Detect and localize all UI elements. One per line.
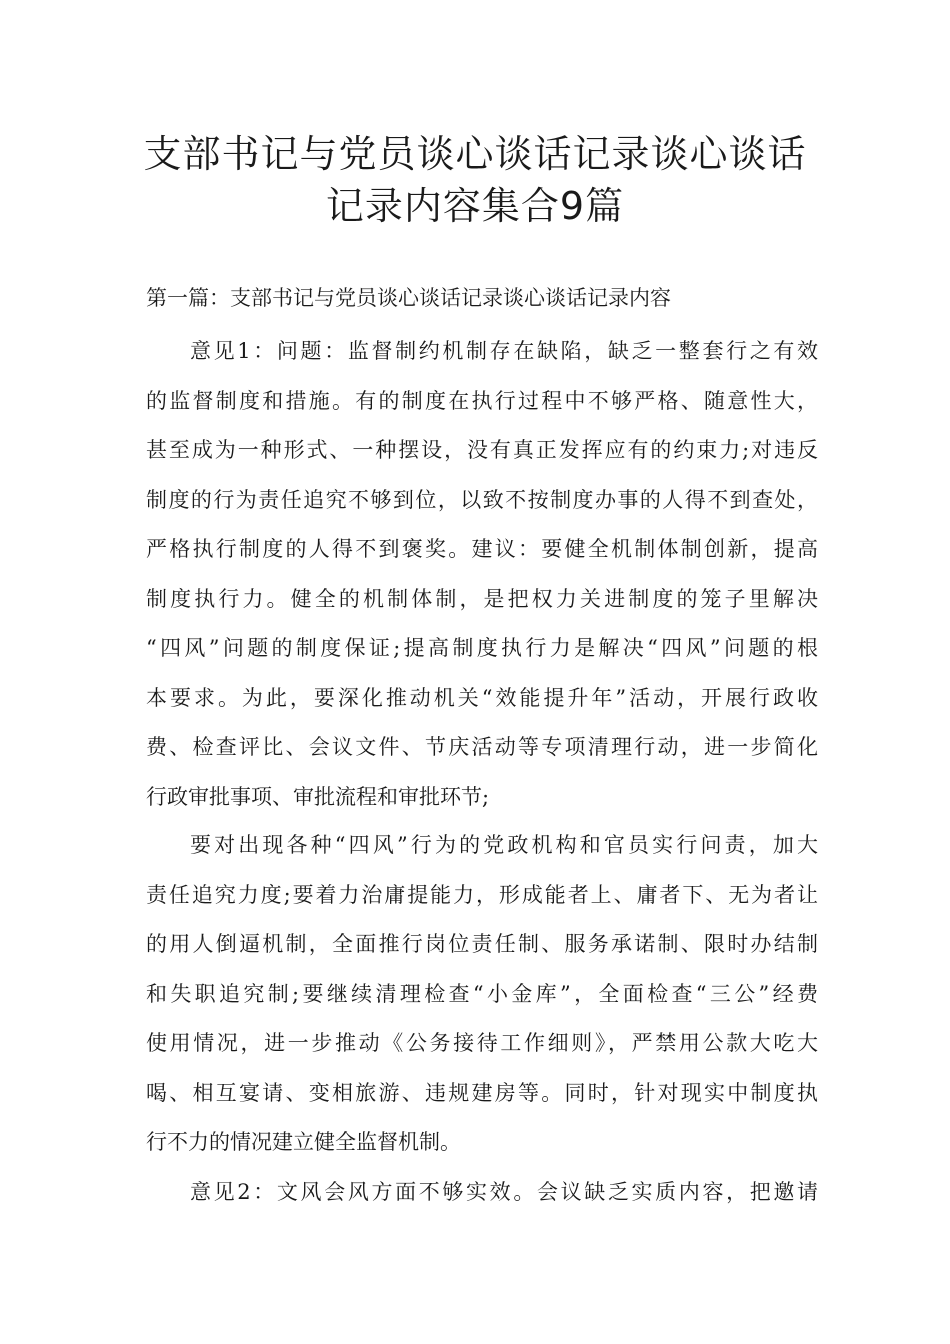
paragraph-line: 使用情况，进一步推动《公务接待工作细则》，严禁用公款大吃大 (146, 1031, 818, 1055)
paragraph-line: 的用人倒逼机制，全面推行岗位责任制、服务承诺制、限时办结制 (146, 932, 818, 956)
paragraph-line: 和失职追究制;要继续清理检查“小金库”，全面检查“三公”经费 (146, 981, 818, 1006)
paragraph-line: 行政审批事项、审批流程和审批环节; (146, 784, 490, 809)
paragraph-line: 费、检查评比、会议文件、节庆活动等专项清理行动，进一步简化 (146, 735, 818, 759)
paragraph-opinion-2 (146, 1168, 818, 1218)
paragraph-accountability (146, 821, 818, 1168)
paragraph-line: “四风”问题的制度保证;提高制度执行力是解决“四风”问题的根 (146, 636, 818, 660)
paragraph-opinion-1 (146, 327, 818, 822)
paragraph-line: 行不力的情况建立健全监督机制。 (146, 1130, 461, 1154)
paragraph-line: 本要求。为此，要深化推动机关“效能提升年”活动，开展行政收 (146, 685, 818, 710)
paragraph-line: 意见1：问题：监督制约机制存在缺陷，缺乏一整套行之有效 (190, 339, 818, 363)
document-title-line-2: 记录内容集合9篇 (325, 184, 625, 228)
paragraph-line: 甚至成为一种形式、一种摆设，没有真正发挥应有的约束力;对违反 (146, 438, 818, 462)
paragraph-line: 制度的行为责任追究不够到位，以致不按制度办事的人得不到查处， (146, 487, 818, 512)
section-heading: 第一篇：支部书记与党员谈心谈话记录谈心谈话记录内容 (146, 286, 671, 310)
paragraph-line: 制度执行力。健全的机制体制，是把权力关进制度的笼子里解决 (146, 586, 818, 611)
paragraph-line: 严格执行制度的人得不到褒奖。建议：要健全机制体制创新，提高 (146, 537, 818, 561)
paragraph-line: 责任追究力度;要着力治庸提能力，形成能者上、庸者下、无为者让 (146, 882, 818, 907)
paragraph-line: 喝、相互宴请、变相旅游、违规建房等。同时，针对现实中制度执 (146, 1080, 818, 1105)
document-title-line-1: 支部书记与党员谈心谈话记录谈心谈话 (143, 132, 807, 176)
paragraph-line: 要对出现各种“四风”行为的党政机构和官员实行问责，加大 (190, 833, 818, 857)
paragraph-line: 意见2：文风会风方面不够实效。会议缺乏实质内容，把邀请 (190, 1180, 818, 1204)
paragraph-line: 的监督制度和措施。有的制度在执行过程中不够严格、随意性大， (146, 388, 818, 413)
